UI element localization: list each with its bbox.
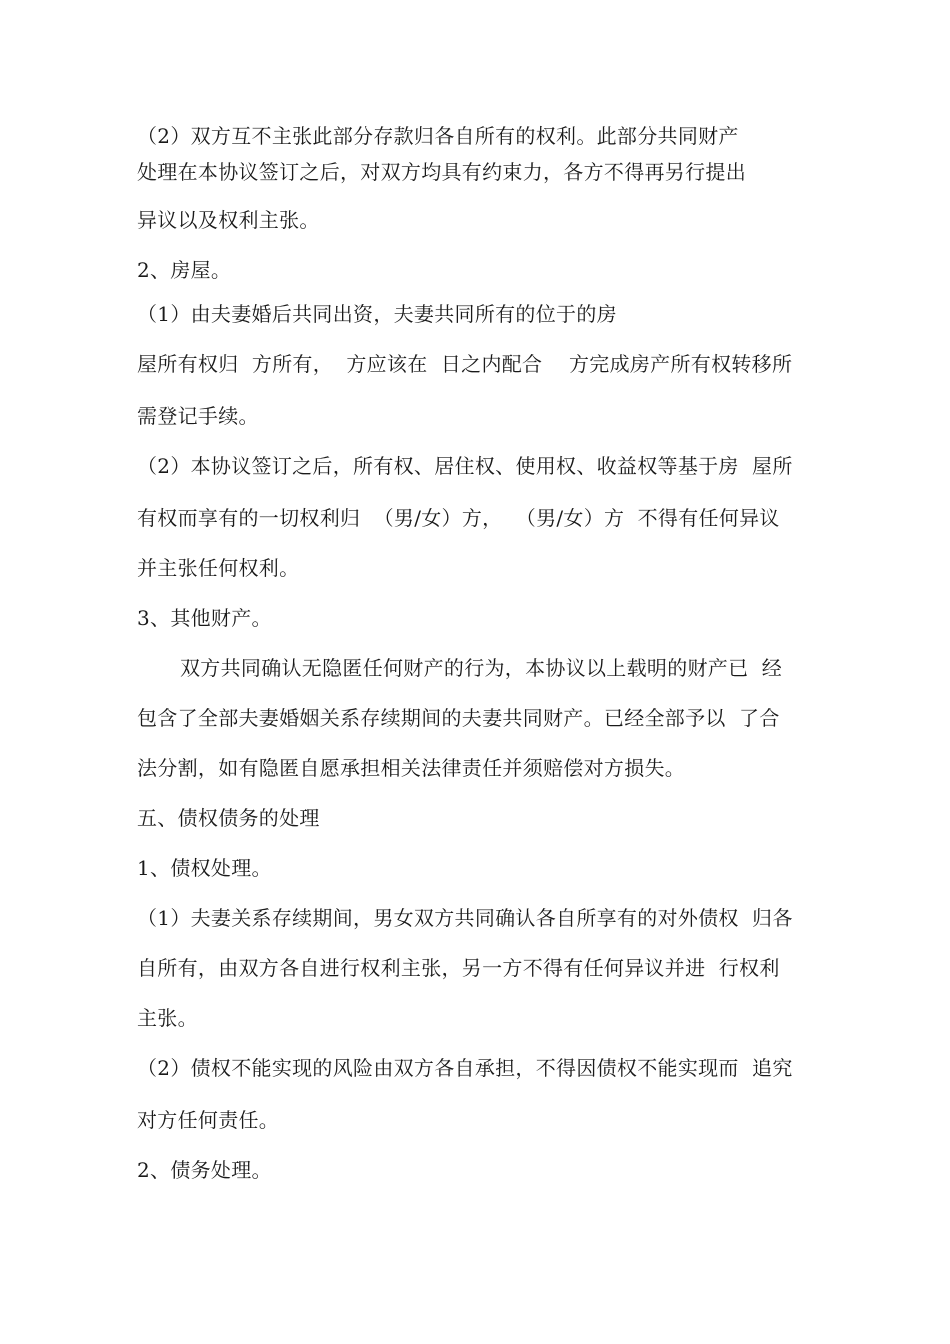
section-heading: 1、债权处理。 <box>137 856 272 880</box>
text-line: 自所有，由双方各自进行权利主张，另一方不得有任何异议并进 行权利 <box>137 956 780 980</box>
text-line: 双方共同确认无隐匿任何财产的行为，本协议以上载明的财产已 经 <box>180 656 783 680</box>
text-line: （2）本协议签订之后，所有权、居住权、使用权、收益权等基于房 屋所 <box>137 454 793 478</box>
text-line: 包含了全部夫妻婚姻关系存续期间的夫妻共同财产。已经全部予以 了合 <box>137 706 780 730</box>
text-line: （1）夫妻关系存续期间，男女双方共同确认各自所享有的对外债权 归各 <box>137 906 793 930</box>
text-line: 主张。 <box>137 1006 198 1030</box>
text-line: 并主张任何权利。 <box>137 556 300 580</box>
section-heading: 五、债权债务的处理 <box>137 806 320 830</box>
text-line: 异议以及权利主张。 <box>137 208 320 232</box>
text-line: （2）债权不能实现的风险由双方各自承担，不得因债权不能实现而 追究 <box>137 1056 793 1080</box>
text-line: （2）双方互不主张此部分存款归各自所有的权利。此部分共同财产 <box>137 124 739 148</box>
text-line: 法分割，如有隐匿自愿承担相关法律责任并须赔偿对方损失。 <box>137 756 686 780</box>
text-line: （1）由夫妻婚后共同出资，夫妻共同所有的位于的房 <box>137 302 617 326</box>
text-line: 有权而享有的一切权利归 （男/女）方， （男/女）方 不得有任何异议 <box>137 506 780 530</box>
text-line: 处理在本协议签订之后，对双方均具有约束力，各方不得再另行提出 <box>137 160 746 184</box>
section-heading: 2、房屋。 <box>137 258 232 282</box>
text-line: 对方任何责任。 <box>137 1108 280 1132</box>
text-line: 屋所有权归 方所有， 方应该在 日之内配合 方完成房产所有权转移所 <box>137 352 793 376</box>
section-heading: 2、债务处理。 <box>137 1158 272 1182</box>
text-line: 需登记手续。 <box>137 404 259 428</box>
section-heading: 3、其他财产。 <box>137 606 272 630</box>
